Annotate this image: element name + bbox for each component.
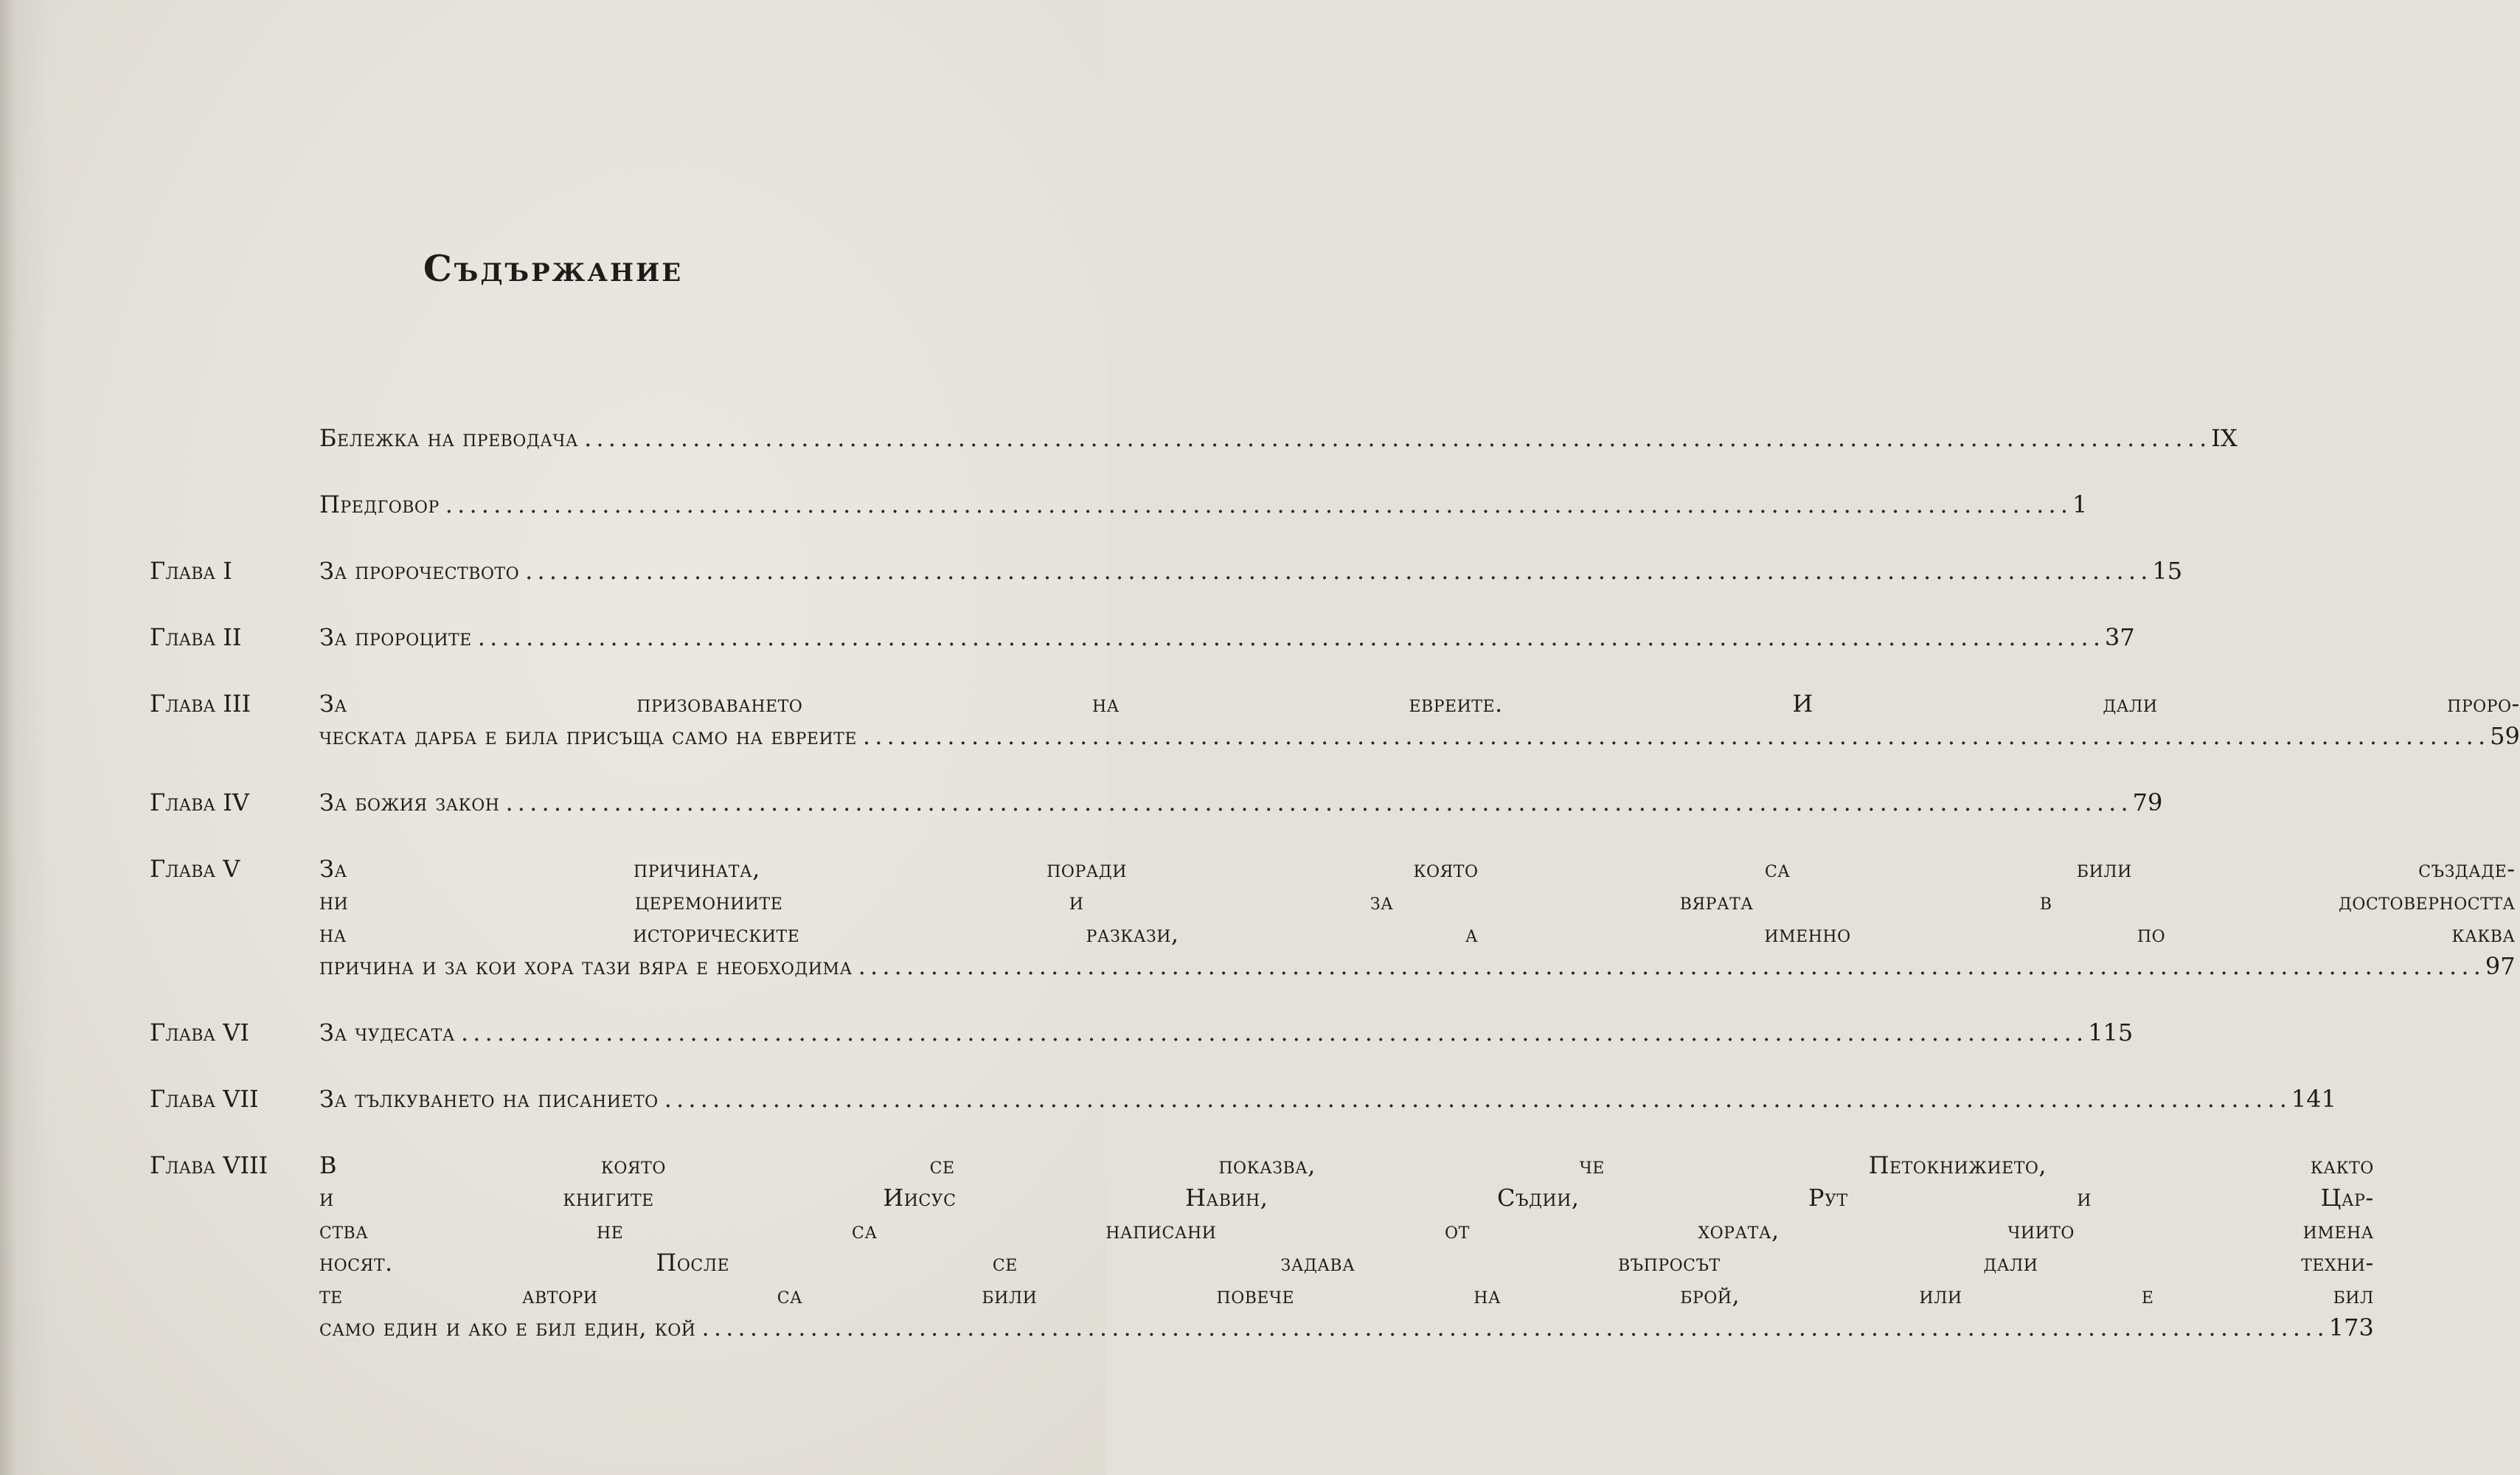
toc-entry-chapter-4 bbox=[150, 786, 2163, 819]
dot-leader bbox=[584, 422, 2205, 454]
entry-title bbox=[319, 1149, 2374, 1344]
toc-entry-chapter-6 bbox=[150, 1016, 2134, 1049]
toc-entry-chapter-3 bbox=[150, 687, 2520, 752]
chapter-label: Глава IV bbox=[150, 788, 249, 816]
page-number: 141 bbox=[2291, 1085, 2336, 1113]
page-title: Съдържание bbox=[423, 247, 684, 290]
dot-leader bbox=[505, 786, 2126, 819]
entry-line: За причината, поради която са били създаде- bbox=[319, 855, 2516, 883]
toc-entry-chapter-1 bbox=[150, 555, 2183, 587]
entry-text: За тълкуването на писанието bbox=[319, 1085, 659, 1113]
dot-leader bbox=[478, 621, 2099, 653]
chapter-label: Глава II bbox=[150, 623, 242, 651]
entry-last-line bbox=[319, 950, 2516, 982]
chapter-label: Глава VI bbox=[150, 1018, 249, 1047]
entry-text: само един и ако е бил един, кой bbox=[319, 1313, 696, 1342]
entry-last-line bbox=[319, 786, 2162, 819]
page-number: 37 bbox=[2104, 623, 2135, 651]
entry-line: на историческите разкази, а именно по каква bbox=[319, 920, 2516, 948]
page-number: 97 bbox=[2485, 952, 2516, 980]
chapter-label: Глава III bbox=[150, 690, 251, 718]
page-number: 115 bbox=[2088, 1018, 2134, 1047]
toc-entry-chapter-2 bbox=[150, 621, 2135, 653]
dot-leader bbox=[858, 950, 2479, 982]
entry-title bbox=[319, 853, 2516, 982]
entry-last-line bbox=[319, 555, 2182, 587]
page-number: 59 bbox=[2490, 722, 2520, 750]
entry-title bbox=[319, 786, 2162, 819]
page-number: 15 bbox=[2152, 557, 2183, 585]
entry-text: За пророчеството bbox=[319, 557, 520, 585]
dot-leader bbox=[445, 488, 2066, 521]
entry-text: Предговор bbox=[319, 490, 440, 518]
dot-leader bbox=[863, 720, 2484, 752]
toc-entry-chapter-7 bbox=[150, 1083, 2336, 1115]
entry-last-line bbox=[319, 621, 2135, 653]
chapter-label: Глава V bbox=[150, 855, 240, 883]
entry-last-line bbox=[319, 1016, 2133, 1049]
entry-line: ни церемониите и за вярата в достоверността bbox=[319, 887, 2516, 915]
page-number: 1 bbox=[2072, 490, 2088, 518]
entry-last-line bbox=[319, 422, 2238, 454]
entry-text: За божия закон bbox=[319, 788, 500, 816]
entry-text: За пророците bbox=[319, 623, 472, 651]
entry-title bbox=[319, 422, 2238, 454]
dot-leader bbox=[702, 1311, 2323, 1344]
entry-last-line bbox=[319, 1083, 2336, 1115]
entry-title bbox=[319, 687, 2520, 752]
entry-text: Бележка на преводача bbox=[319, 424, 579, 452]
toc-entry-preface bbox=[150, 488, 2088, 521]
entry-line: За призоваването на евреите. И дали проро- bbox=[319, 690, 2520, 718]
page-number: 173 bbox=[2328, 1313, 2374, 1342]
entry-line: ства не са написани от хората, чиито имена bbox=[319, 1216, 2374, 1244]
dot-leader bbox=[461, 1016, 2082, 1049]
entry-line: и книгите Иисус Навин, Съдии, Рут и Цар- bbox=[319, 1184, 2374, 1212]
chapter-label: Глава I bbox=[150, 557, 232, 585]
dot-leader bbox=[664, 1083, 2285, 1115]
entry-title bbox=[319, 1016, 2133, 1049]
page-number: 79 bbox=[2132, 788, 2163, 816]
chapter-label: Глава VIII bbox=[150, 1151, 268, 1179]
entry-title bbox=[319, 621, 2135, 653]
entry-title bbox=[319, 1083, 2336, 1115]
entry-last-line bbox=[319, 488, 2087, 521]
entry-title bbox=[319, 488, 2087, 521]
table-of-contents bbox=[150, 422, 2520, 1378]
dot-leader bbox=[525, 555, 2146, 587]
entry-text: причина и за кои хора тази вяра е необходима bbox=[319, 952, 853, 980]
entry-last-line bbox=[319, 720, 2520, 752]
entry-text: За чудесата bbox=[319, 1018, 455, 1047]
chapter-label: Глава VII bbox=[150, 1085, 259, 1113]
entry-line: носят. После се задава въпросът дали техни- bbox=[319, 1249, 2374, 1277]
toc-entry-translator-note bbox=[150, 422, 2238, 454]
page-number: IX bbox=[2211, 424, 2238, 452]
entry-last-line bbox=[319, 1311, 2374, 1344]
toc-entry-chapter-8 bbox=[150, 1149, 2374, 1344]
entry-text: ческата дарба е била присъща само на евреите bbox=[319, 722, 857, 750]
toc-entry-chapter-5 bbox=[150, 853, 2516, 982]
entry-line: В която се показва, че Петокнижието, както bbox=[319, 1151, 2374, 1179]
entry-line: те автори са били повече на брой, или е бил bbox=[319, 1281, 2374, 1309]
entry-title bbox=[319, 555, 2182, 587]
